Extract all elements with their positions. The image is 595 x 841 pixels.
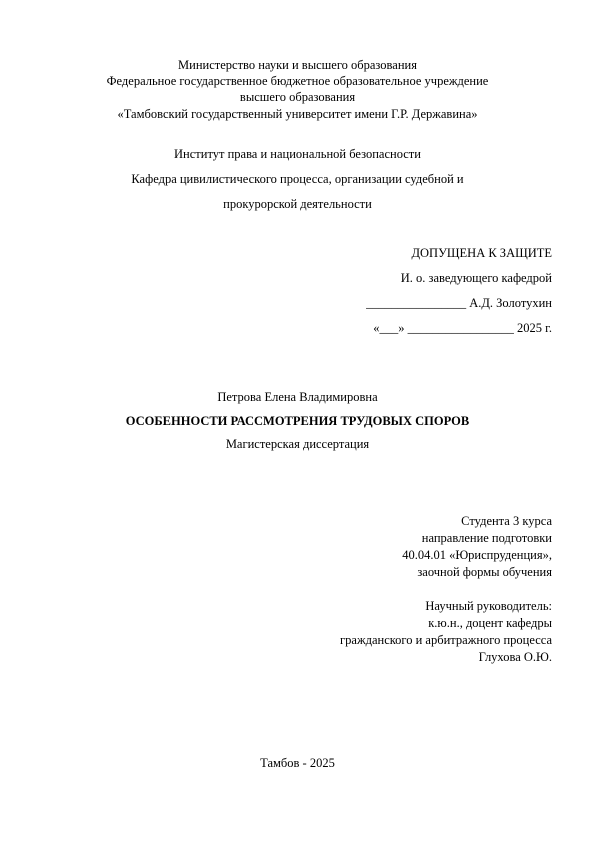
university-name: «Тамбовский государственный университет имени Г.Р. Державина»: [117, 107, 478, 121]
approval-date-line: «___» _________________ 2025 г.: [373, 321, 552, 335]
institute-name: Институт права и национальной безопасности: [174, 147, 421, 161]
supervisor-line1: Научный руководитель:: [425, 599, 552, 613]
ministry-name: Министерство науки и высшего образования: [178, 58, 417, 72]
work-type: Магистерская диссертация: [225, 437, 370, 451]
approval-signature-line: ________________ А.Д. Золотухин: [366, 296, 552, 310]
institution-type: Федеральное государственное бюджетное образовательное учреждение: [106, 74, 489, 88]
approval-status: ДОПУЩЕНА К ЗАЩИТЕ: [411, 246, 552, 260]
student-line4: заочной формы обучения: [417, 565, 552, 579]
supervisor-line2: к.ю.н., доцент кафедры: [428, 616, 552, 630]
supervisor-line3: гражданского и арбитражного процесса: [340, 633, 552, 647]
student-line3: 40.04.01 «Юриспруденция»,: [402, 548, 552, 562]
author-name: Петрова Елена Владимировна: [217, 390, 378, 404]
department-name-line2: прокурорской деятельности: [223, 197, 372, 211]
city-year: Тамбов - 2025: [260, 756, 335, 770]
thesis-title: ОСОБЕННОСТИ РАССМОТРЕНИЯ ТРУДОВЫХ СПОРОВ: [125, 414, 470, 428]
supervisor-line4: Глухова О.Ю.: [478, 650, 552, 664]
education-level: высшего образования: [239, 90, 356, 104]
student-line1: Студента 3 курса: [461, 514, 552, 528]
approval-position: И. о. заведующего кафедрой: [400, 271, 552, 285]
department-name-line1: Кафедра цивилистического процесса, организации судебной и: [131, 172, 464, 186]
student-line2: направление подготовки: [421, 531, 552, 545]
